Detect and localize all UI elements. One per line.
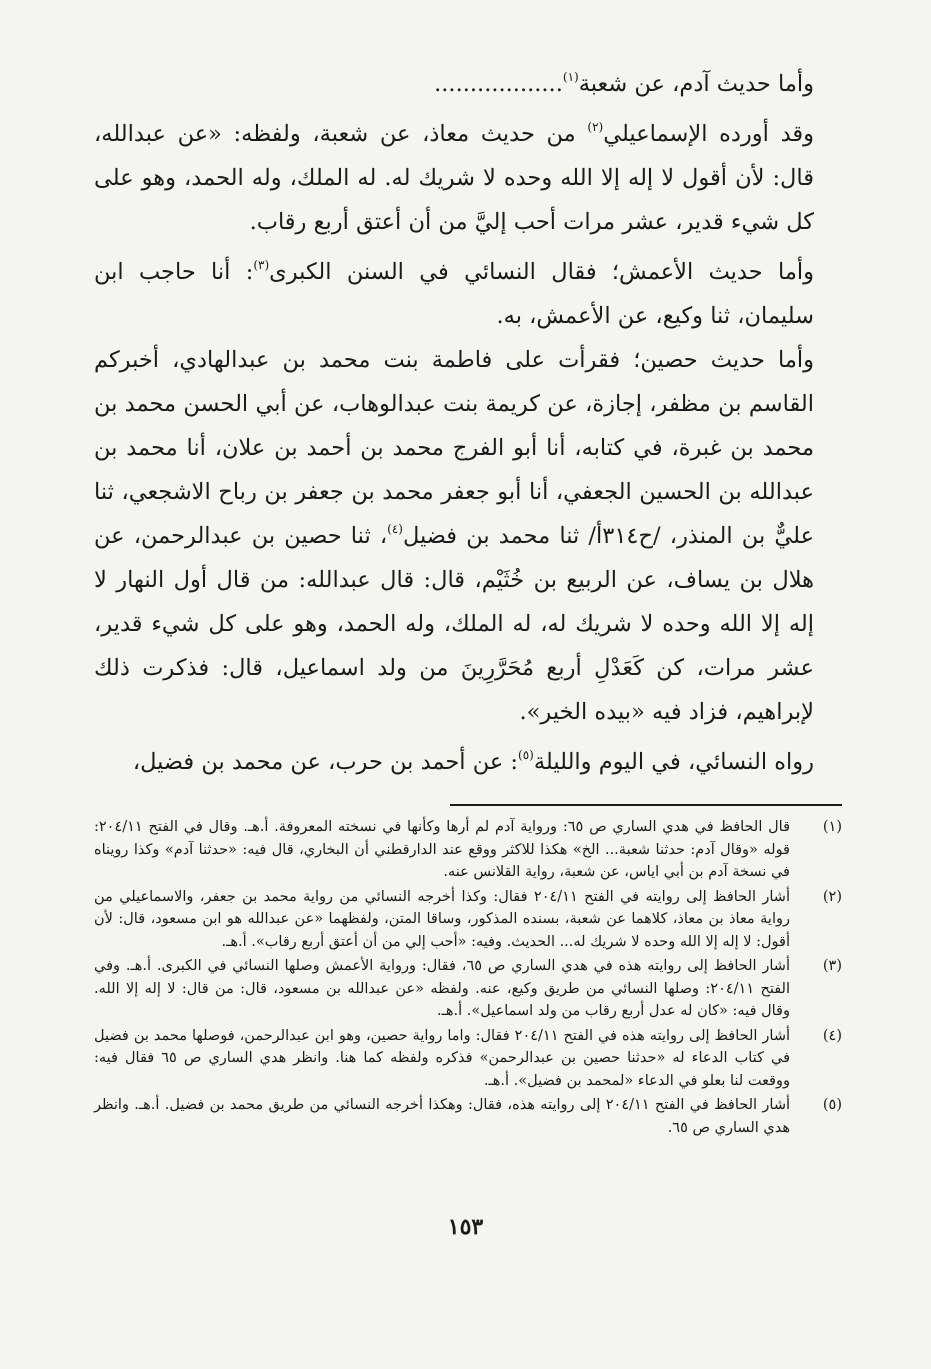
- footnote-divider: [450, 804, 842, 806]
- footnotes: [94, 816, 842, 1141]
- ellipsis-dots: ..................: [434, 71, 563, 97]
- footnote-text: أشار الحافظ في الفتح ٢٠٤/١١ إلى روايته هذه، فقال: وهكذا أخرجه النسائي من طريق محمد بن فضيل. أ.هـ. وانظر هدي الساري ص ٦٥.: [94, 1097, 790, 1136]
- footnote-ref-4[interactable]: (٤): [387, 521, 403, 536]
- paragraph-amash: [94, 250, 842, 338]
- paragraph-ismaili-text-a: وقد أورده الإسماعيلي: [603, 121, 814, 147]
- paragraph-husain: [94, 338, 842, 734]
- footnote-4: [94, 1025, 842, 1093]
- page-number: ١٥٣: [447, 1214, 484, 1240]
- footnote-number: (٤): [822, 1027, 842, 1044]
- footnote-ref-2[interactable]: (٢): [587, 119, 604, 134]
- paragraph-nasai-text-b: : عن أحمد بن حرب، عن محمد بن فضيل،: [132, 749, 518, 775]
- footnote-ref-3[interactable]: (٣): [253, 257, 270, 272]
- paragraph-adam-text: وأما حديث آدم، عن شعبة: [578, 71, 814, 97]
- footnote-text: أشار الحافظ إلى روايته في الفتح ٢٠٤/١١ فقال: وكذا أخرجه النسائي من رواية محمد بن جعفر، والاسماعيلي من رواية معاذ بن معاذ، كلاهما عن شعبة، بسنده المذكور، وساقا المتن، ولفظهما «عن عبدالله هو ابن مسعود، قال: لأن أقول: لا إله إلا الله وحده لا شريك له... الحديث. وفيه: «أحب إلي من أن أعتق أربع رقاب». أ.هـ.: [94, 888, 790, 950]
- footnote-1: [94, 816, 842, 884]
- footnote-3: [94, 955, 842, 1023]
- footnote-ref-1[interactable]: (١): [562, 69, 579, 84]
- paragraph-ismaili: [94, 112, 842, 244]
- paragraph-husain-text-b: ، ثنا حصين بن عبدالرحمن، عن هلال بن يساف، عن الربيع بن خُثَيْم، قال: قال عبدالله: من قال أول النهار لا إله إلا الله وحده لا شريك له، له الملك، وله الحمد، وهو على كل شيء قدير، عشر مرات، كن كَعَدْلِ أربع مُحَرَّرِينَ من ولد اسماعيل، قال: فذكرت ذلك لإبراهيم، فزاد فيه «بيده الخير».: [94, 523, 814, 725]
- main-text: [94, 62, 842, 784]
- footnote-text: أشار الحافظ إلى روايته هذه في الفتح ٢٠٤/١١ فقال: واما رواية حصين، وهو ابن عبدالرحمن، فوصلها محمد بن فضيل في كتاب الدعاء له «حدثنا حصين بن عبدالرحمن» فذكره ولفظه كما هنا. وانظر هدي الساري ص ٦٥ فقال فيه: ووقعت لنا بعلو في الدعاء «لمحمد بن فضيل». أ.هـ.: [94, 1027, 791, 1089]
- paragraph-husain-text-a: وأما حديث حصين؛ فقرأت على فاطمة بنت محمد بن عبدالهادي، أخبركم القاسم بن مظفر، إجازة، عن كريمة بنت عبدالوهاب، عن أبي الحسن محمد بن محمد بن غبرة، في كتابه، أنا أبو الفرج محمد بن أحمد بن علان، أنا محمد بن عبدالله بن الحسين الجعفي، أنا أبو جعفر محمد بن جعفر بن رباح الاشجعي، ثنا عليٌّ بن المنذر، /ح٣١٤أ/ ثنا محمد بن فضيل: [94, 347, 814, 549]
- footnote-ref-5[interactable]: (٥): [518, 747, 534, 762]
- footnote-5: [94, 1094, 842, 1139]
- footnote-text: قال الحافظ في هدي الساري ص ٦٥: ورواية آدم لم أرها وكأنها في نسخته المعروفة. أ.هـ. وقال في الفتح ٢٠٤/١١: قوله «وقال آدم: حدثنا شعبة... الخ» هكذا للاكثر ووقع عند الدارقطني أن البخاري، قال فيه: «حدثنا آدم» وكذا رويناه في نسخة آدم بن أبي اياس، عن شعبة، رواية القلانس عنه.: [94, 819, 791, 880]
- footnote-number: (٣): [822, 958, 842, 974]
- paragraph-nasai: [94, 740, 842, 784]
- paragraph-ismaili-text-b: من حديث معاذ، عن شعبة، ولفظه: «عن عبدالله، قال: لأن أقول لا إله إلا الله وحده لا شريك له. له الملك، وله الحمد، وهو على كل شيء قدير، عشر مرات أحب إليَّ من أن أعتق أربع رقاب.: [94, 121, 814, 235]
- paragraph-amash-text-b: : أنا حاجب ابن سليمان، ثنا وكيع، عن الأعمش، به.: [94, 259, 814, 329]
- footnote-number: (١): [822, 819, 842, 835]
- footnote-number: (٢): [822, 888, 842, 905]
- paragraph-nasai-text-a: رواه النسائي، في اليوم والليلة: [533, 749, 814, 775]
- footnote-number: (٥): [822, 1097, 842, 1113]
- paragraph-adam: [94, 62, 842, 106]
- paragraph-amash-text-a: وأما حديث الأعمش؛ فقال النسائي في السنن الكبرى: [269, 259, 814, 285]
- footnote-text: أشار الحافظ إلى روايته هذه في هدي الساري ص ٦٥، فقال: ورواية الأعمش وصلها النسائي في الكبرى. أ.هـ. وفي الفتح ٢٠٤/١١: وصلها النسائي من طريق وكيع، عنه. ولفظه «عن عبدالله بن مسعود، قال: من قال: لا إله إلا الله. وقال فيه: «كان له عدل أربع رقاب من ولد اسماعيل». أ.هـ.: [94, 958, 790, 1019]
- footnote-2: [94, 886, 842, 954]
